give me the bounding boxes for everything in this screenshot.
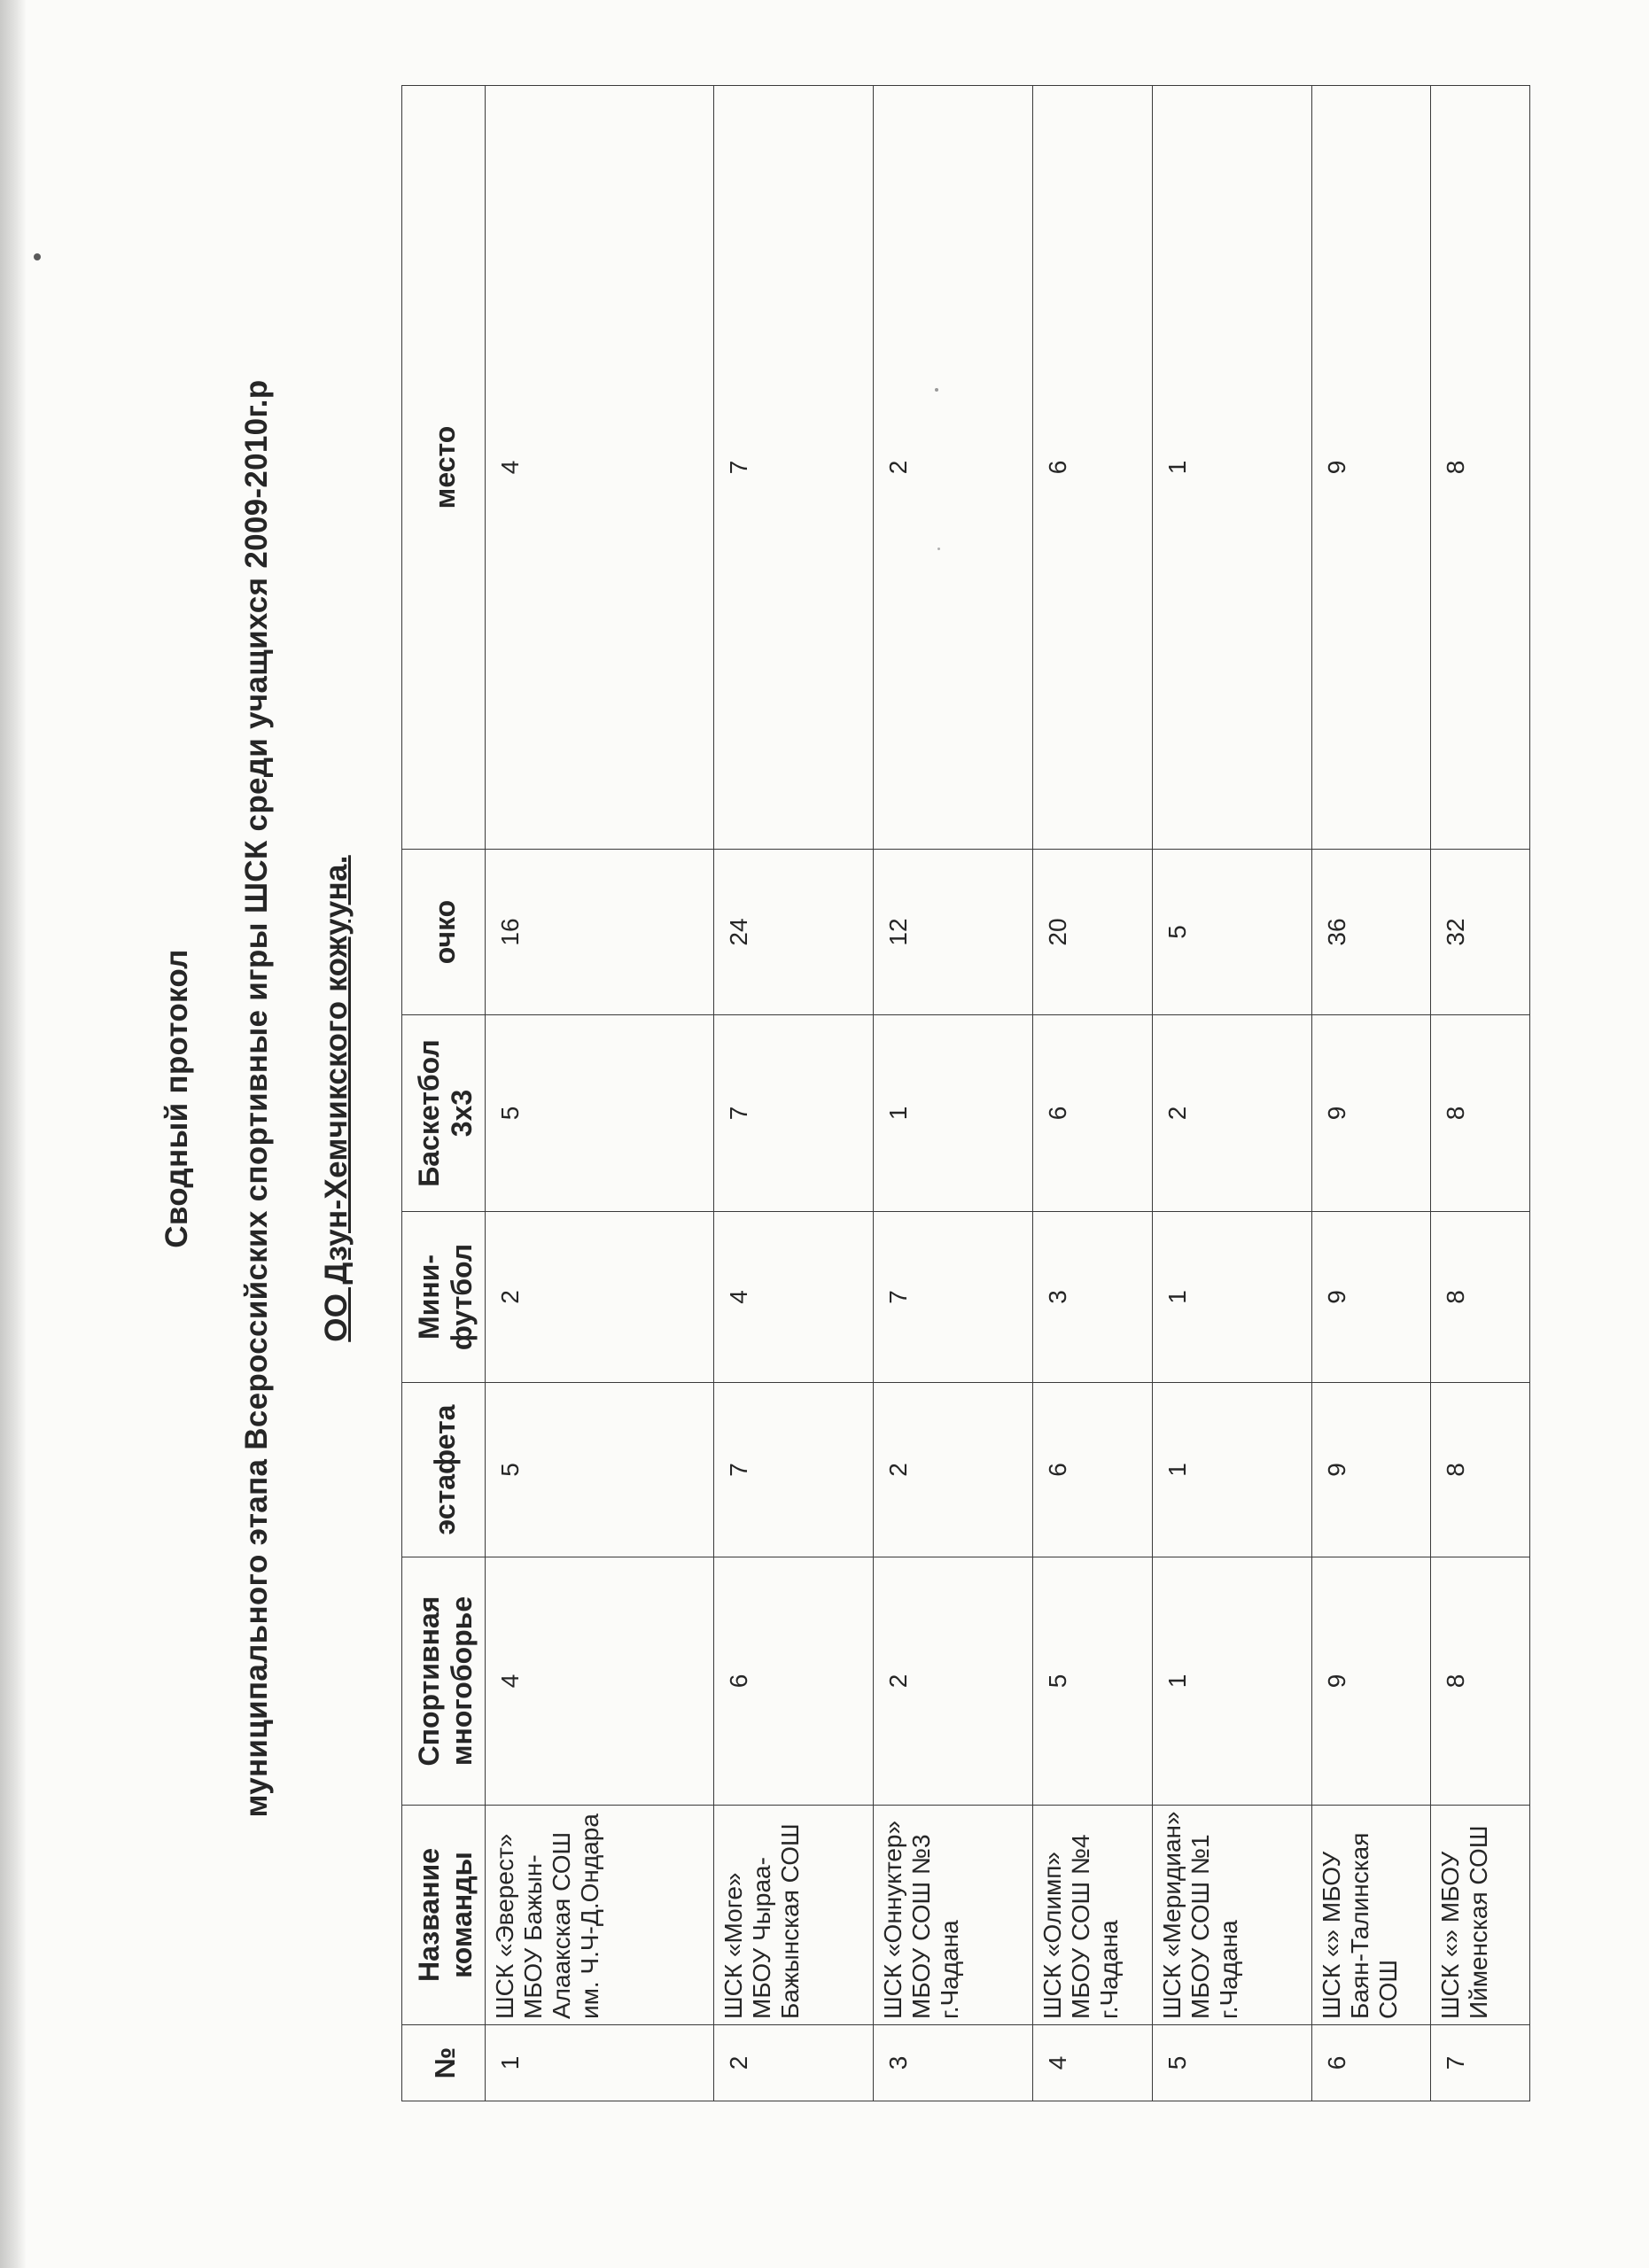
- score-minifutbol: 1: [1153, 1212, 1312, 1383]
- total-ochko: 20: [1033, 850, 1153, 1015]
- team-name: ШСК «Меридиан» МБОУ СОШ №1 г.Чадана: [1153, 1806, 1312, 2025]
- score-estafeta: 5: [486, 1383, 714, 1557]
- table-header-row: [402, 86, 486, 2101]
- score-minifutbol: 3: [1033, 1212, 1153, 1383]
- score-estafeta: 9: [1312, 1383, 1431, 1557]
- score-estafeta: 8: [1431, 1383, 1530, 1557]
- score-basketbol: 1: [874, 1015, 1033, 1212]
- score-estafeta: 6: [1033, 1383, 1153, 1557]
- score-mnogoborye: 8: [1431, 1557, 1530, 1806]
- total-ochko: 24: [714, 850, 874, 1015]
- team-name: ШСК «» МБОУ Баян-Талинская СОШ: [1312, 1806, 1431, 2025]
- score-minifutbol: 9: [1312, 1212, 1431, 1383]
- total-ochko: 36: [1312, 850, 1431, 1015]
- team-name: ШСК «Олимп» МБОУ СОШ №4 г.Чадана: [1033, 1806, 1153, 2025]
- table-row: [1431, 86, 1530, 2101]
- total-ochko: 12: [874, 850, 1033, 1015]
- row-number: 6: [1312, 2025, 1431, 2101]
- row-number: 5: [1153, 2025, 1312, 2101]
- score-basketbol: 7: [714, 1015, 874, 1212]
- total-ochko: 5: [1153, 850, 1312, 1015]
- score-estafeta: 2: [874, 1383, 1033, 1557]
- team-name: ШСК «Моге» МБОУ Чыраа-Бажынская СОШ: [714, 1806, 874, 2025]
- final-mesto: 4: [486, 86, 714, 850]
- row-number: 1: [486, 2025, 714, 2101]
- table-row: [1153, 86, 1312, 2101]
- results-table: [401, 85, 1530, 2101]
- team-name: ШСК «Оннуктер» МБОУ СОШ №3 г.Чадана: [874, 1806, 1033, 2025]
- score-mnogoborye: 5: [1033, 1557, 1153, 1806]
- final-mesto: 6: [1033, 86, 1153, 850]
- score-minifutbol: 7: [874, 1212, 1033, 1383]
- organization-name: ОО Дзун-Хемчикского кожууна.: [319, 855, 354, 1342]
- score-minifutbol: 2: [486, 1212, 714, 1383]
- score-basketbol: 6: [1033, 1015, 1153, 1212]
- final-mesto: 8: [1431, 86, 1530, 850]
- column-header-mesto: место: [402, 86, 486, 850]
- column-header-minifutbol: Мини-футбол: [402, 1212, 486, 1383]
- final-mesto: 2: [874, 86, 1033, 850]
- column-header-team: Название команды: [402, 1806, 486, 2025]
- final-mesto: 1: [1153, 86, 1312, 850]
- score-mnogoborye: 6: [714, 1557, 874, 1806]
- score-mnogoborye: 1: [1153, 1557, 1312, 1806]
- table-row: [1312, 86, 1431, 2101]
- row-number: 7: [1431, 2025, 1530, 2101]
- score-mnogoborye: 9: [1312, 1557, 1431, 1806]
- column-header-number: №: [402, 2025, 486, 2101]
- rotated-document-page: [142, 35, 1649, 2162]
- team-name: ШСК «Эверест» МБОУ Бажын-Алаакская СОШ им. Ч.Ч-Д.Ондара: [486, 1806, 714, 2025]
- scan-speck: [34, 253, 41, 260]
- team-name: ШСК «» МБОУ Ийменская СОШ: [1431, 1806, 1530, 2025]
- final-mesto: 9: [1312, 86, 1431, 850]
- score-mnogoborye: 2: [874, 1557, 1033, 1806]
- table-row: [874, 86, 1033, 2101]
- score-basketbol: 2: [1153, 1015, 1312, 1212]
- column-header-basketbol: Баскетбол 3х3: [402, 1015, 486, 1212]
- final-mesto: 7: [714, 86, 874, 850]
- row-number: 3: [874, 2025, 1033, 2101]
- score-estafeta: 1: [1153, 1383, 1312, 1557]
- table-row: [714, 86, 874, 2101]
- score-basketbol: 8: [1431, 1015, 1530, 1212]
- total-ochko: 16: [486, 850, 714, 1015]
- column-header-mnogoborye: Спортивная многоборье: [402, 1557, 486, 1806]
- table-row: [1033, 86, 1153, 2101]
- document-title: Сводный протокол: [159, 949, 194, 1248]
- column-header-estafeta: эстафета: [402, 1383, 486, 1557]
- score-basketbol: 9: [1312, 1015, 1431, 1212]
- table-row: [486, 86, 714, 2101]
- score-mnogoborye: 4: [486, 1557, 714, 1806]
- score-estafeta: 7: [714, 1383, 874, 1557]
- score-minifutbol: 8: [1431, 1212, 1530, 1383]
- total-ochko: 32: [1431, 850, 1530, 1015]
- column-header-ochko: очко: [402, 850, 486, 1015]
- row-number: 4: [1033, 2025, 1153, 2101]
- score-basketbol: 5: [486, 1015, 714, 1212]
- document-subtitle: муниципального этапа Всероссийских спортивные игры ШСК среди учащихся 2009-2010г.р: [239, 379, 274, 1818]
- scan-shadow-edge: [0, 0, 27, 2268]
- score-minifutbol: 4: [714, 1212, 874, 1383]
- row-number: 2: [714, 2025, 874, 2101]
